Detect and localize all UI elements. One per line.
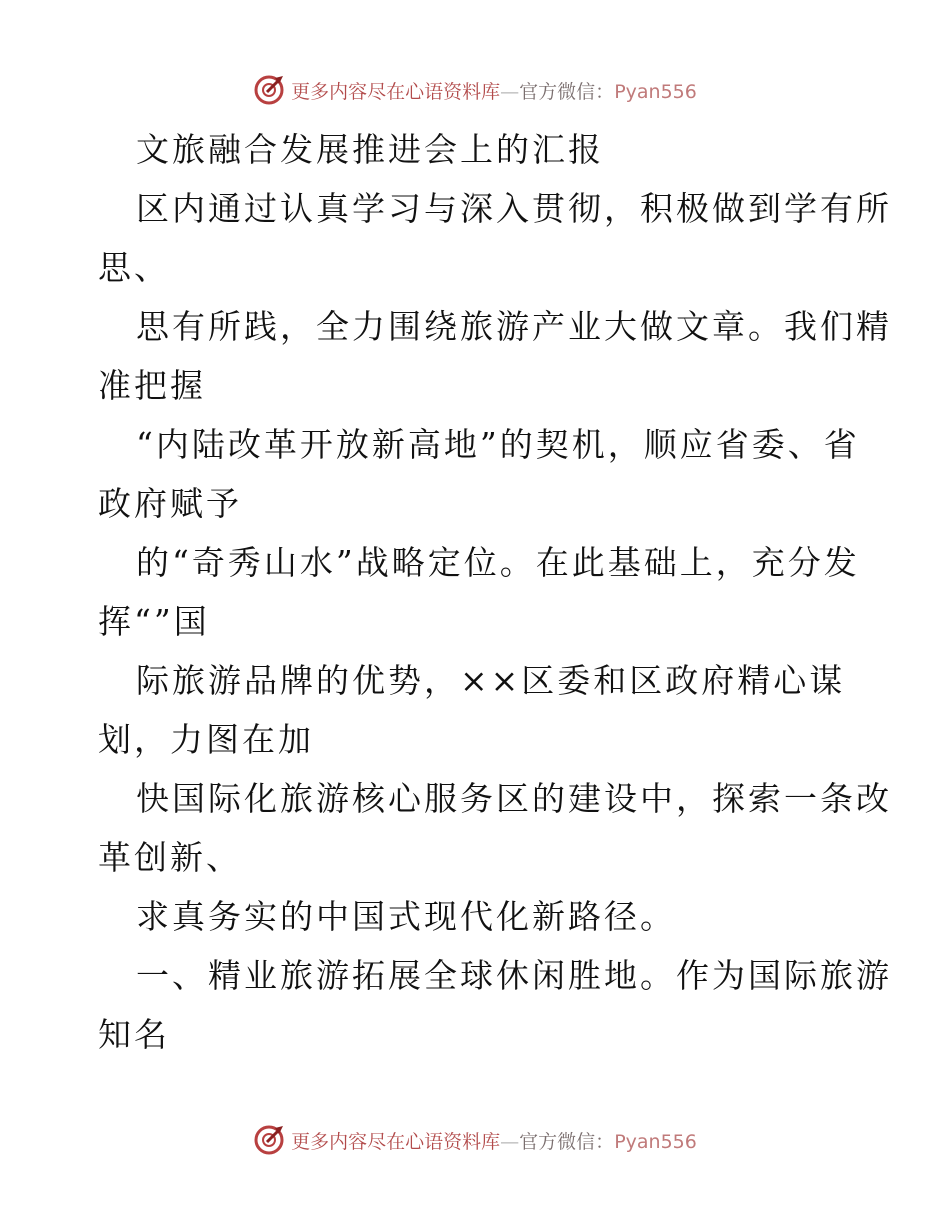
paragraph-line: 准把握: [98, 366, 206, 405]
watermark-wechat-label: 官方微信：: [519, 1130, 615, 1153]
paragraph-line: 一、精业旅游拓展全球休闲胜地。作为国际旅游: [136, 956, 892, 995]
paragraph-line: 际旅游品牌的优势，××区委和区政府精心谋: [136, 661, 846, 700]
paragraph-line: 思有所践，全力围绕旅游产业大做文章。我们精: [136, 307, 892, 346]
paragraph-line: 政府赋予: [98, 484, 242, 523]
watermark-dash: —: [500, 80, 520, 103]
paragraph-line: 快国际化旅游核心服务区的建设中，探索一条改: [136, 779, 892, 818]
watermark-wechat-id: Pyan556: [614, 1130, 697, 1153]
pen-logo-icon: [253, 74, 285, 106]
watermark-site-text: 更多内容尽在心语资料库: [291, 1130, 501, 1153]
watermark-wechat-id: Pyan556: [614, 80, 697, 103]
paragraph-line: 区内通过认真学习与深入贯彻，积极做到学有所: [136, 189, 892, 228]
paragraph-line: 划，力图在加: [98, 720, 314, 759]
pen-logo-icon: [253, 1124, 285, 1156]
paragraph-line: 的“奇秀山水”战略定位。在此基础上，充分发: [136, 543, 860, 582]
paragraph-line: 知名: [98, 1015, 170, 1054]
watermark-dash: —: [500, 1130, 520, 1153]
paragraph-line: 革创新、: [98, 838, 242, 877]
document-title: 文旅融合发展推进会上的汇报: [136, 130, 604, 169]
paragraph-line: 思、: [98, 248, 170, 287]
paragraph-line: 挥“”国: [98, 602, 210, 641]
watermark-wechat-label: 官方微信：: [519, 80, 615, 103]
paragraph-line: 求真务实的中国式现代化新路径。: [136, 897, 676, 936]
watermark-site-text: 更多内容尽在心语资料库: [291, 80, 501, 103]
footer-watermark: [0, 1120, 950, 1160]
document-body: [98, 120, 892, 1064]
header-watermark: [0, 70, 950, 110]
paragraph-line: “内陆改革开放新高地”的契机，顺应省委、省: [136, 425, 860, 464]
